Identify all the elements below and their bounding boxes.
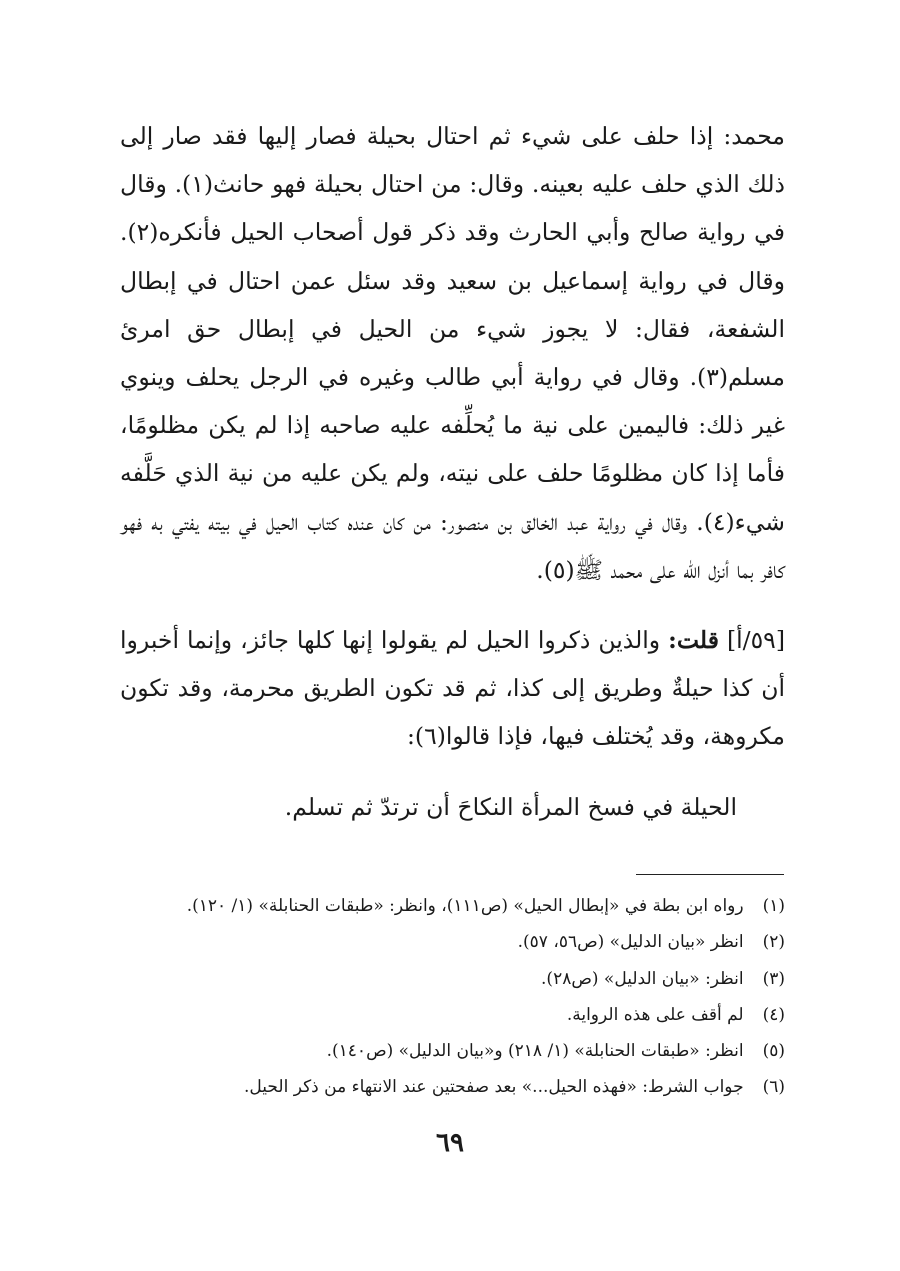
footnote-text: جواب الشرط: «فهذه الحيل...» بعد صفحتين عند الانتهاء من ذكر الحيل. [244,1077,744,1098]
page-body [120,112,785,831]
footnote-item [120,1033,785,1069]
footnote-number: (٦) [762,1077,785,1098]
footnote-number: (٣) [762,968,785,989]
footnote-number: (٢) [762,932,785,953]
quoted-line: الحيلة في فسخ المرأة النكاحَ أن ترتدّ ثم تسلم. [284,792,737,821]
qult-label: قلت: [668,626,719,655]
footnotes-list [120,888,785,1106]
footnote-item [120,997,785,1033]
footnote-text: لم أقف على هذه الرواية. [566,1004,744,1025]
footnote-item [120,961,785,997]
footnote-number: (٤) [762,1004,785,1025]
footnote-text: انظر: «طبقات الحنابلة» (١/ ٢١٨) و«بيان الدليل» (ص١٤٠). [326,1041,744,1062]
footnote-item [120,924,785,960]
paragraph-2 [120,616,785,761]
paragraph-1: محمد: إذا حلف على شيء ثم احتال بحيلة فصار إليها فقد صار إلى ذلك الذي حلف عليه بعينه. وقال: من احتال بحيلة فهو حانث(١). وقال في رواية صالح وأبي الحارث وقد ذكر قول أصحاب الحيل فأنكره(٢). وقال في رواية إسماعيل بن سعيد وقد سئل عمن احتال في إبطال الشفعة، فقال: لا يجوز شيء من الحيل في إبطال حق امرئ مسلم(٣). وقال في رواية أبي طالب وغيره في الرجل يحلف وينوي غير ذلك: فاليمين على نية ما يُحلِّفه عليه صاحبه إذا لم يكن مظلومًا، فأما إذا كان مظلومًا حلف على نيته، ولم يكن عليه من نية الذي حَلَّفه شيء(٤). وقال في رواية عبد الخالق بن منصور: من كان عنده كتاب الحيل في بيته يفتي به فهو كافر بما أنزل الله على محمد ﷺ(٥). [120,122,785,584]
footnote-item [120,1069,785,1105]
footnote-number: (١) [762,896,785,916]
paragraph-2-text: والذين ذكروا الحيل لم يقولوا إنها كلها جائز، وإنما أخبروا أن كذا حيلةٌ وطريق إلى كذا، ثم قد تكون الطريق محرمة، وقد تكون مكروهة، وقد يُختلف فيها، فإذا قالوا(٦): [120,626,785,751]
footnote-text: رواه ابن بطة في «إبطال الحيل» (ص١١١)، وانظر: «طبقات الحنابلة» (١/ ١٢٠). [186,896,744,916]
page-number: ٦٩ [436,1128,464,1158]
footnote-text: انظر: «بيان الدليل» (ص٢٨). [541,968,744,989]
footnote-text: انظر «بيان الدليل» (ص٥٦، ٥٧). [517,932,744,953]
folio-reference: [٥٩/أ] [726,626,785,655]
footnote-item [120,888,785,924]
footnote-separator [636,874,784,875]
footnote-number: (٥) [762,1041,785,1062]
